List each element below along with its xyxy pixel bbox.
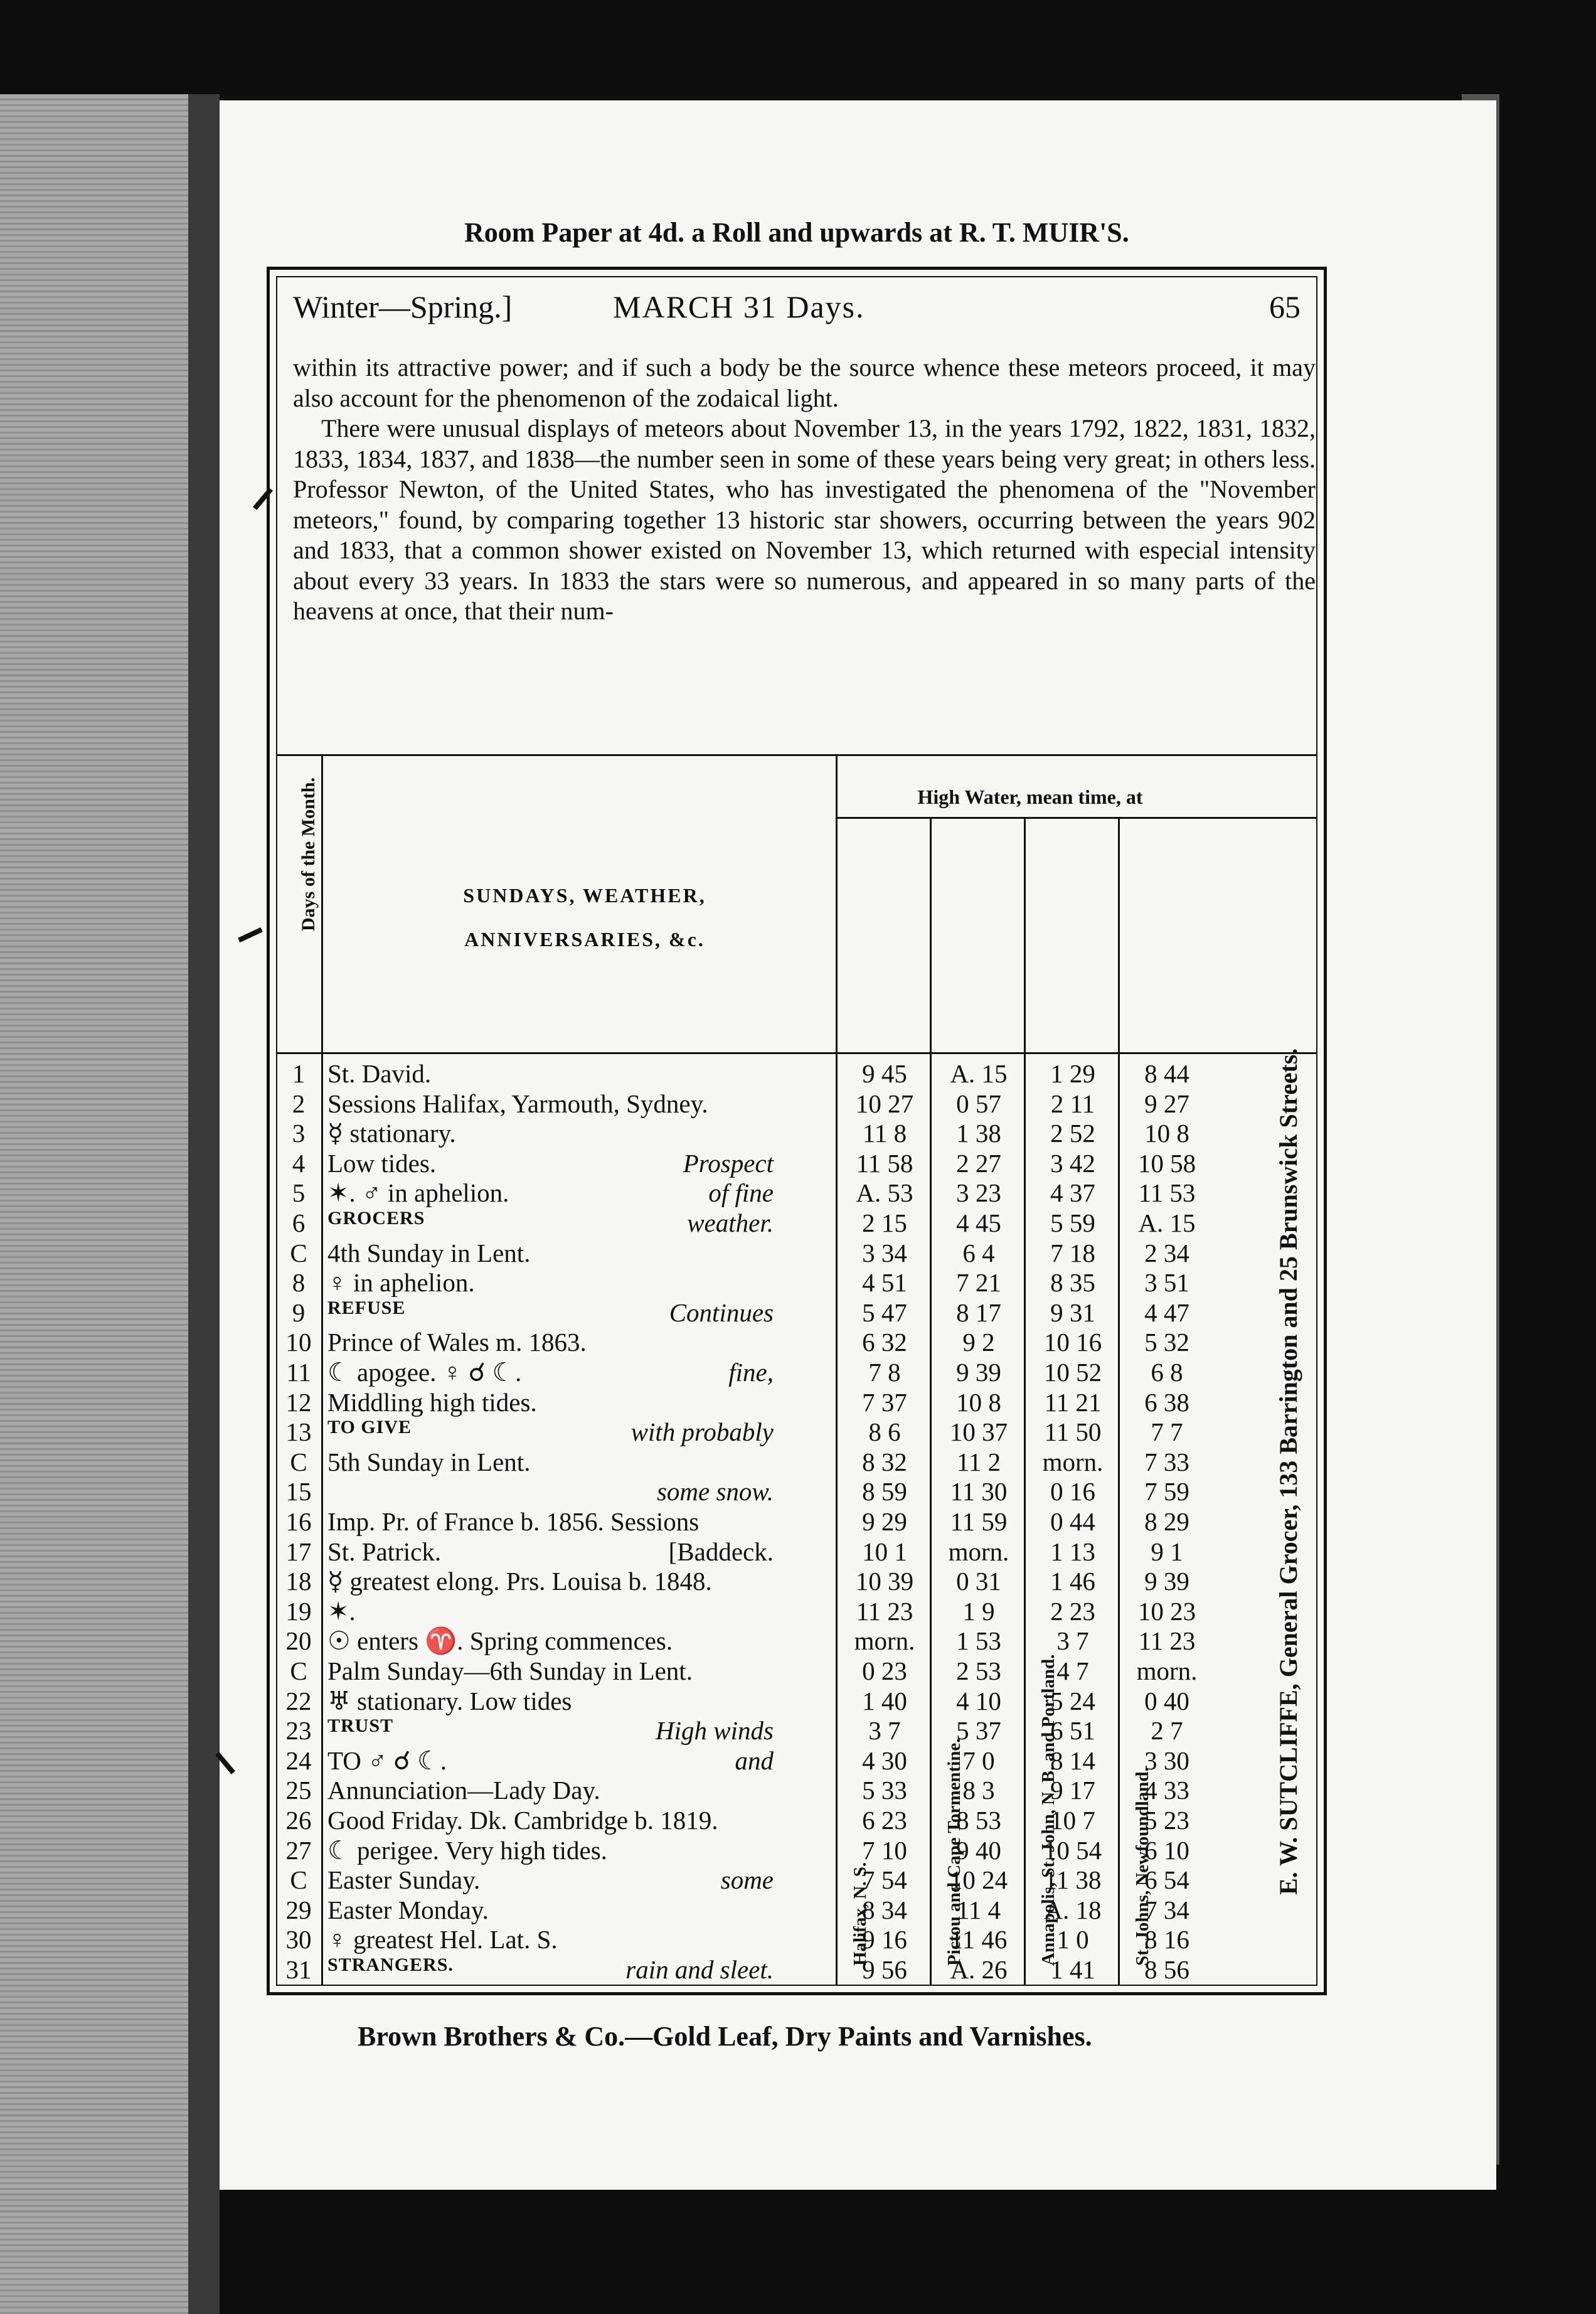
almanac-inner-frame	[276, 276, 1317, 1986]
day-number: 30	[285, 1925, 312, 1954]
port-header-halifax: Halifax, N. S.	[850, 1862, 870, 1966]
high-water-time: 3 42	[1050, 1148, 1095, 1178]
day-number: 18	[285, 1567, 312, 1596]
high-water-time: 10 16	[1043, 1328, 1102, 1357]
day-number: 2	[292, 1089, 306, 1118]
event-text: ✶.	[327, 1596, 356, 1626]
table-row	[277, 1327, 1316, 1357]
table-row	[277, 1924, 1316, 1954]
day-number: 10	[285, 1328, 312, 1357]
event-text: Middling high tides.	[327, 1387, 537, 1417]
high-water-time: 7 7	[1151, 1417, 1183, 1447]
day-number: 11	[286, 1358, 311, 1387]
high-water-time: morn.	[854, 1626, 915, 1656]
event-text: ☾ apogee. ♀ ☌ ☾.	[327, 1358, 522, 1387]
weather-note: rain and sleet.	[625, 1955, 774, 1984]
high-water-time: 10 39	[855, 1567, 914, 1596]
table-row	[277, 1566, 1316, 1596]
header-advertisement: Room Paper at 4d. a Roll and upwards at R. T. MUIR'S.	[464, 217, 1129, 248]
page-number: 65	[1269, 289, 1301, 324]
weather-note: with probably	[630, 1417, 774, 1447]
high-water-time: 3 7	[1056, 1626, 1089, 1656]
high-water-time: 0 23	[862, 1656, 907, 1685]
high-water-time: 2 53	[956, 1656, 1001, 1685]
high-water-time: 7 21	[956, 1268, 1001, 1298]
high-water-time: 8 59	[862, 1477, 907, 1506]
article-text	[293, 353, 1316, 627]
high-water-time: 9 56	[862, 1955, 907, 1984]
table-row	[277, 1238, 1316, 1268]
high-water-time: 8 56	[1144, 1955, 1189, 1984]
day-number: 9	[292, 1298, 306, 1327]
column-header-sundays: SUNDAYS, WEATHER, ANNIVERSARIES, &c.	[463, 884, 706, 951]
day-number: 5	[292, 1178, 306, 1208]
event-text: Good Friday. Dk. Cambridge b. 1819.	[327, 1806, 718, 1835]
high-water-time: 2 27	[956, 1148, 1001, 1178]
day-number: 31	[285, 1955, 312, 1984]
high-water-time: 7 18	[1050, 1238, 1095, 1267]
high-water-time: 0 44	[1050, 1507, 1095, 1536]
day-number: 12	[285, 1387, 312, 1417]
event-text: 4th Sunday in Lent.	[327, 1238, 531, 1267]
high-water-time: 8 3	[962, 1776, 995, 1805]
high-water-time: 10 54	[1043, 1835, 1102, 1865]
high-water-rule	[836, 817, 1316, 819]
book-cover	[0, 94, 207, 2314]
event-text: ☉ enters ♈. Spring commences.	[327, 1626, 673, 1656]
high-water-time: 1 53	[956, 1626, 1001, 1656]
event-text: TO ♂ ☌ ☾.	[327, 1746, 447, 1775]
table-row	[277, 1447, 1316, 1477]
high-water-time: 2 15	[862, 1208, 907, 1237]
high-water-time: 0 16	[1050, 1477, 1095, 1506]
event-text: Palm Sunday—6th Sunday in Lent.	[327, 1656, 693, 1685]
table-row	[277, 1178, 1316, 1208]
table-row	[277, 1267, 1316, 1298]
high-water-time: 9 29	[862, 1507, 907, 1536]
high-water-time: 8 34	[862, 1895, 907, 1924]
high-water-time: 7 8	[868, 1358, 901, 1387]
high-water-time: 7 33	[1144, 1447, 1189, 1476]
high-water-time: 1 0	[1056, 1925, 1089, 1954]
high-water-time: 4 10	[956, 1686, 1001, 1715]
table-top-rule	[277, 754, 1316, 756]
high-water-time: 10 27	[855, 1089, 914, 1118]
weather-note: and	[735, 1746, 774, 1775]
high-water-time: 6 38	[1144, 1387, 1189, 1417]
day-number: 19	[285, 1596, 312, 1626]
high-water-time: 11 38	[1044, 1865, 1102, 1895]
table-row	[277, 1058, 1316, 1089]
high-water-time: 7 54	[862, 1865, 907, 1895]
high-water-time: 6 4	[962, 1238, 995, 1267]
day-number: C	[290, 1238, 307, 1267]
high-water-time: 1 9	[962, 1596, 995, 1626]
port-header-st-johns: St. Johns, Newfoundland.	[1132, 1767, 1152, 1966]
high-water-time: 3 30	[1144, 1746, 1189, 1775]
event-text: Easter Monday.	[327, 1895, 489, 1924]
high-water-time: 9 45	[862, 1059, 907, 1088]
table-row	[277, 1805, 1316, 1835]
event-text: ☾ perigee. Very high tides.	[327, 1835, 607, 1865]
season-label: Winter—Spring.]	[293, 289, 513, 324]
high-water-time: 11 23	[1138, 1626, 1196, 1656]
high-water-time: 5 33	[862, 1776, 907, 1805]
weather-note: Prospect	[683, 1148, 774, 1178]
day-number: 15	[285, 1477, 312, 1506]
table-row	[277, 1417, 1316, 1447]
high-water-time: A. 15	[950, 1059, 1008, 1088]
high-water-time: 4 7	[1056, 1656, 1089, 1685]
month-title: MARCH 31 Days.	[613, 289, 865, 324]
high-water-time: 5 37	[956, 1716, 1001, 1746]
event-text: Annunciation—Lady Day.	[327, 1776, 600, 1805]
table-row	[277, 1746, 1316, 1776]
high-water-time: 11 53	[1138, 1178, 1196, 1208]
high-water-time: 9 39	[956, 1358, 1001, 1387]
high-water-time: 0 57	[956, 1089, 1001, 1118]
high-water-time: 11 23	[856, 1596, 913, 1626]
high-water-time: 4 45	[956, 1208, 1001, 1237]
event-text: TRUST	[327, 1715, 394, 1737]
day-number: 24	[285, 1746, 312, 1775]
high-water-time: 8 14	[1050, 1746, 1095, 1775]
day-number: 4	[292, 1148, 306, 1178]
high-water-time: 2 34	[1144, 1238, 1189, 1267]
high-water-time: 0 40	[1144, 1686, 1189, 1715]
high-water-time: 8 6	[868, 1417, 901, 1447]
high-water-time: 11 58	[856, 1148, 913, 1178]
high-water-time: 4 51	[862, 1268, 907, 1298]
high-water-time: 1 38	[956, 1119, 1001, 1148]
event-text: Prince of Wales m. 1863.	[327, 1328, 587, 1357]
day-number: 23	[285, 1716, 312, 1746]
table-row	[277, 1298, 1316, 1328]
event-text: REFUSE	[327, 1297, 406, 1318]
table-row	[277, 1148, 1316, 1178]
high-water-time: 3 7	[868, 1716, 901, 1746]
event-text: STRANGERS.	[327, 1954, 454, 1975]
high-water-time: 9 16	[862, 1925, 907, 1954]
table-row	[277, 1954, 1316, 1985]
table-row	[277, 1656, 1316, 1686]
high-water-time: 9 27	[1144, 1089, 1189, 1118]
day-number: 16	[285, 1507, 312, 1536]
high-water-time: 9 31	[1050, 1298, 1095, 1327]
high-water-time: 4 37	[1050, 1178, 1095, 1208]
weather-note: weather.	[687, 1208, 774, 1237]
table-row	[277, 1537, 1316, 1567]
weather-note: Continues	[669, 1298, 774, 1327]
high-water-time: 10 58	[1137, 1148, 1196, 1178]
day-number: C	[290, 1656, 307, 1685]
event-text: St. David.	[327, 1059, 432, 1088]
high-water-time: 5 24	[1050, 1686, 1095, 1715]
table-row	[277, 1357, 1316, 1387]
event-text: Easter Sunday.	[327, 1865, 481, 1895]
side-advertisement: E. W. SUTCLIFFE, General Grocer, 133 Barrington and 25 Brunswick Streets.	[1274, 1048, 1302, 1895]
high-water-time: 11 46	[950, 1925, 1008, 1954]
high-water-time: 10 52	[1043, 1358, 1102, 1387]
day-number: 1	[292, 1059, 306, 1088]
table-row	[277, 1089, 1316, 1119]
high-water-time: 7 59	[1144, 1477, 1189, 1506]
table-row	[277, 1686, 1316, 1716]
book-spine-edge	[188, 94, 220, 2314]
high-water-time: 2 11	[1050, 1089, 1095, 1118]
title-row	[293, 289, 1301, 333]
day-number: 29	[285, 1895, 312, 1924]
event-text: St. Patrick.	[327, 1537, 442, 1566]
event-text: ☿ stationary.	[327, 1119, 456, 1148]
high-water-time: 9 40	[956, 1835, 1001, 1865]
high-water-time: A. 53	[856, 1178, 913, 1208]
weather-note: some	[720, 1865, 774, 1895]
high-water-time: 4 47	[1144, 1298, 1189, 1327]
high-water-time: 3 34	[862, 1238, 907, 1267]
high-water-time: A. 15	[1138, 1208, 1196, 1237]
high-water-time: 6 32	[862, 1328, 907, 1357]
port-header-pictou: Pictou and Cape Tormentine.	[944, 1738, 964, 1966]
high-water-time: 2 23	[1050, 1596, 1095, 1626]
event-text: ♀ greatest Hel. Lat. S.	[327, 1925, 558, 1954]
day-number: 3	[292, 1119, 306, 1148]
high-water-time: 10 23	[1137, 1596, 1196, 1626]
table-row	[277, 1118, 1316, 1148]
table-row	[277, 1626, 1316, 1656]
table-row	[277, 1715, 1316, 1746]
high-water-time: 11 59	[950, 1507, 1008, 1536]
day-number: 20	[285, 1626, 312, 1656]
event-text: GROCERS	[327, 1208, 425, 1229]
table-row	[277, 1596, 1316, 1626]
high-water-time: 4 30	[862, 1746, 907, 1775]
table-row	[277, 1476, 1316, 1506]
high-water-time: 2 7	[1151, 1716, 1183, 1746]
high-water-time: 7 10	[862, 1835, 907, 1865]
high-water-time: morn.	[1042, 1447, 1104, 1476]
high-water-time: 11 30	[950, 1477, 1008, 1506]
weather-note: High winds	[656, 1716, 774, 1746]
event-text: 5th Sunday in Lent.	[327, 1447, 531, 1476]
high-water-time: 9 17	[1050, 1776, 1095, 1805]
high-water-time: 9 39	[1144, 1567, 1189, 1596]
high-water-time: 6 10	[1144, 1835, 1189, 1865]
high-water-time: 5 47	[862, 1298, 907, 1327]
high-water-time: 5 23	[1144, 1806, 1189, 1835]
high-water-time: 11 2	[956, 1447, 1001, 1476]
day-number: 6	[292, 1208, 306, 1237]
column-header-days: Days of the Month.	[298, 777, 319, 931]
high-water-time: 1 46	[1050, 1567, 1095, 1596]
table-row	[277, 1835, 1316, 1865]
port-header-annapolis: Annapolis, St. John, N. B. and Portland.	[1038, 1654, 1058, 1966]
high-water-time: 6 8	[1151, 1358, 1183, 1387]
day-number: 22	[285, 1686, 312, 1715]
table-row	[277, 1865, 1316, 1895]
day-number: 8	[292, 1268, 306, 1298]
high-water-time: morn.	[1136, 1656, 1198, 1685]
high-water-time: 1 41	[1050, 1955, 1095, 1984]
high-water-time: 8 16	[1144, 1925, 1189, 1954]
high-water-time: 8 17	[956, 1298, 1001, 1327]
high-water-time: A. 26	[950, 1955, 1008, 1984]
high-water-time: 3 51	[1144, 1268, 1189, 1298]
high-water-time: 6 54	[1144, 1865, 1189, 1895]
header-bottom-rule	[277, 1052, 1316, 1054]
high-water-time: 8 29	[1144, 1507, 1189, 1536]
column-header-high-water: High Water, mean time, at	[917, 786, 1143, 808]
high-water-time: 6 23	[862, 1806, 907, 1835]
high-water-time: 11 21	[1044, 1387, 1102, 1417]
day-number: C	[290, 1865, 307, 1895]
weather-note: some snow.	[656, 1477, 774, 1506]
high-water-time: 11 50	[1044, 1417, 1102, 1447]
event-text: Sessions Halifax, Yarmouth, Sydney.	[327, 1089, 708, 1118]
high-water-time: 1 13	[1050, 1537, 1095, 1566]
high-water-time: 7 37	[862, 1387, 907, 1417]
high-water-time: 5 59	[1050, 1208, 1095, 1237]
high-water-time: 10 37	[949, 1417, 1008, 1447]
event-text: Imp. Pr. of France b. 1856. Sessions	[327, 1507, 700, 1536]
event-text: ✶. ♂ in aphelion.	[327, 1178, 509, 1208]
high-water-time: 10 1	[862, 1537, 907, 1566]
day-number: 17	[285, 1537, 312, 1566]
high-water-time: 5 32	[1144, 1328, 1189, 1357]
day-number: 26	[285, 1806, 312, 1835]
day-number: 13	[285, 1417, 312, 1447]
day-number: C	[290, 1447, 307, 1476]
day-number: 25	[285, 1776, 312, 1805]
event-text: Low tides.	[327, 1148, 437, 1178]
table-row	[277, 1775, 1316, 1805]
weather-note: [Baddeck.	[668, 1537, 774, 1566]
high-water-time: 0 31	[956, 1567, 1001, 1596]
high-water-time: 8 32	[862, 1447, 907, 1476]
high-water-time: 2 52	[1050, 1119, 1095, 1148]
high-water-time: 10 7	[1050, 1806, 1095, 1835]
high-water-time: morn.	[948, 1537, 1009, 1566]
almanac-frame	[267, 267, 1327, 1995]
high-water-time: 3 23	[956, 1178, 1001, 1208]
high-water-time: 11 8	[862, 1119, 907, 1148]
event-text: ☿ greatest elong. Prs. Louisa b. 1848.	[327, 1567, 712, 1596]
weather-note: fine,	[728, 1358, 774, 1387]
day-number: 27	[285, 1835, 312, 1865]
high-water-time: 10 8	[1144, 1119, 1189, 1148]
event-text: ♀ in aphelion.	[327, 1268, 475, 1298]
high-water-time: 6 51	[1050, 1716, 1095, 1746]
high-water-time: 11 4	[956, 1895, 1001, 1924]
weather-note: of fine	[708, 1178, 774, 1208]
high-water-time: 7 34	[1144, 1895, 1189, 1924]
high-water-time: 9 1	[1151, 1537, 1183, 1566]
paragraph: within its attractive power; and if such a body be the source whence these meteors proceed, it may also account for the phenomenon of the zodaical light.	[293, 353, 1316, 412]
event-text: ♅ stationary. Low tides	[327, 1686, 572, 1715]
high-water-time: 8 35	[1050, 1268, 1095, 1298]
paragraph: There were unusual displays of meteors about November 13, in the years 1792, 1822, 1831, 1832, 1833, 1834, 1837, and 1838—the number seen in some of these years being very great; in others less. Professor Newton, of the United States, who has investigated the phenomena of the "November meteors," found, by comparing together 13 historic star showers, occurring between the years 902 and 1833, that a common shower existed on November 13, which returned with especial intensity about every 33 years. In 1833 the stars were so numerous, and appeared in so many parts of the heavens at once, that their num-	[293, 414, 1316, 625]
high-water-time: 1 29	[1050, 1059, 1095, 1088]
high-water-time: 8 53	[956, 1806, 1001, 1835]
tide-table	[277, 754, 1316, 1985]
event-text: TO GIVE	[327, 1417, 412, 1438]
high-water-time: 10 24	[949, 1865, 1008, 1895]
table-row	[277, 1506, 1316, 1537]
table-row	[277, 1208, 1316, 1238]
high-water-time: 10 8	[956, 1387, 1001, 1417]
high-water-time: 1 40	[862, 1686, 907, 1715]
high-water-time: 7 0	[962, 1746, 995, 1775]
high-water-time: 9 2	[962, 1328, 995, 1357]
table-row	[277, 1895, 1316, 1925]
high-water-time: A. 18	[1044, 1895, 1102, 1924]
high-water-time: 4 33	[1144, 1776, 1189, 1805]
footer-advertisement: Brown Brothers & Co.—Gold Leaf, Dry Paints and Varnishes.	[358, 2021, 1092, 2052]
high-water-time: 8 44	[1144, 1059, 1189, 1088]
table-row	[277, 1387, 1316, 1417]
